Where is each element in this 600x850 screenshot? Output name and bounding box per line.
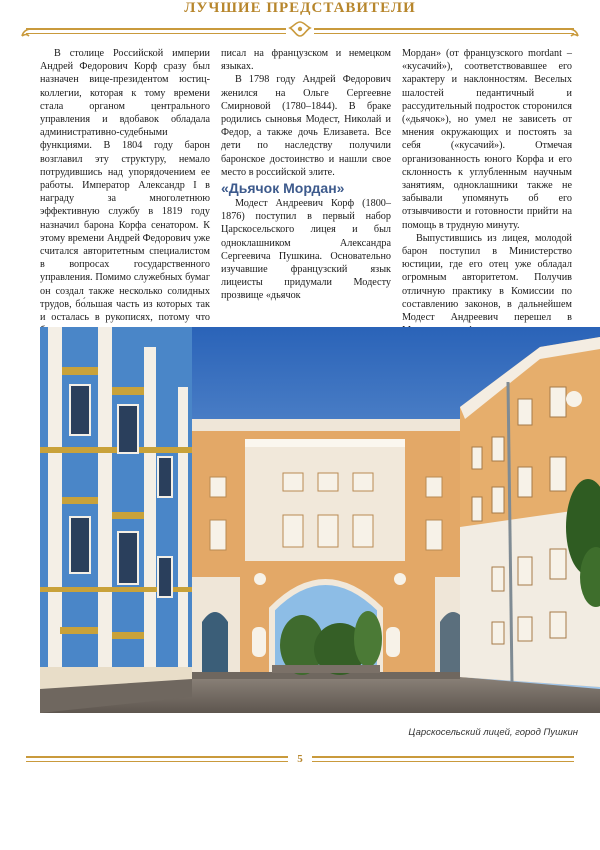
paragraph: Модест Андреевич Корф (1800–1876) поступил в первый набор Царскосельского лицея и был одноклашником Александра Сергеевича Пушкина. Основательно изучавшие французский язык лицеисты придумали Модесту прозвище «дьячок [221, 198, 391, 302]
text-column-1 [40, 47, 210, 337]
lyceum-photo [40, 327, 600, 713]
photo-caption: Царскосельский лицей, город Пушкин [408, 727, 578, 738]
text-column-2 [221, 47, 391, 303]
corner-ornament-right-icon [566, 24, 580, 38]
paragraph: В 1798 году Андрей Федорович женился на Ольге Сергеевне Смирновой (1780–1844). В браке родились сыновья Модест, Николай и Федор, а также дочь Елизавета. Все дети по наследству получили баронское достоинство и нашли свое место в российской элите. [221, 74, 391, 178]
lyceum-photo-illustration [40, 327, 600, 713]
subsection-heading: «Дьячок Мордан» [221, 180, 345, 197]
text-column-3 [402, 47, 572, 337]
section-title: ЛУЧШИЕ ПРЕДСТАВИТЕЛИ [184, 0, 416, 16]
paragraph: Мордан» (от французского mordant – «кусачий»), соответствовавшее его характеру и наклонностям. Веселых шалостей педантичный и рассудительный подросток сторонился («дьячок»), но умел не зависеть от мнения окружающих и постоять за себя («кусачий»). Отмечая организованность юного Корфа и его склонность к углубленным научным занятиям, одноклашники также не забывали упомянуть об его отзывчивости и готовности прийти на помощь в трудную минуту. [402, 48, 572, 231]
header-ornament-icon [286, 19, 314, 39]
paragraph: В столице Российской империи Андрей Федорович Корф сразу был назначен вице-президентом юстиц-коллегии, которая к тому времени стала органом центрального управления и вдобавок обладала административно-судебными функциями. В 1804 году барон возглавил эту структуру, немало потрудившись над упорядочением ее работы. Император Александр I в награду за многолетнюю эффективную службу в 1819 году назначил барона Корфа сенатором. К этому времени Андрей Федорович уже считался авторитетным специалистом в вопросах государственного управления. Помимо служебных бумаг он создал также несколько солидных трудов, бо́льшая часть из которых так и осталась в рукописях, потому что [40, 48, 210, 324]
paragraph: Выпустившись из лицея, молодой барон поступил в Министерство юстиции, где его отец уже обладал огромным авторитетом. Получив отличную практику в Комиссии по составлению законов, в дальнейшем Модест Андреевич перешел в [402, 232, 572, 324]
page-number: 5 [288, 750, 312, 768]
corner-ornament-left-icon [20, 24, 34, 38]
paragraph: писал на французском и немецком языках. [221, 48, 391, 73]
